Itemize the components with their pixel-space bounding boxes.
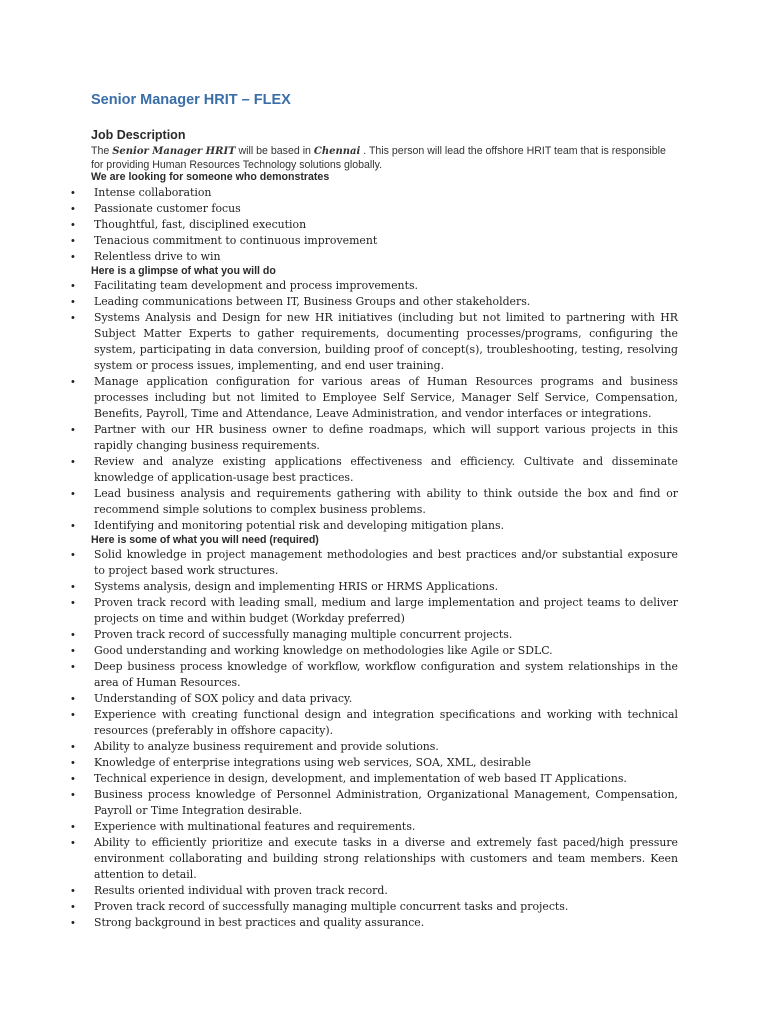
list-item bbox=[0, 201, 678, 217]
bullet-icon: • bbox=[71, 296, 75, 308]
page-title: Senior Manager HRIT – FLEX bbox=[91, 92, 291, 108]
list-item-text: Proven track record with leading small, medium and large implementation and project teams to deliver projects on time and within budget (Workday preferred) bbox=[94, 596, 678, 625]
list-item bbox=[0, 915, 678, 931]
list-item bbox=[0, 819, 678, 835]
list-item-text: Ability to efficiently prioritize and execute tasks in a diverse and extremely fast paced/high pressure environment collaborating and building strong relationships with customers and team members. Keen attention to detail. bbox=[94, 836, 678, 881]
list-item bbox=[0, 310, 678, 374]
intro-paragraph bbox=[91, 145, 681, 171]
bullet-icon: • bbox=[71, 661, 75, 673]
list-item-text: Lead business analysis and requirements gathering with ability to think outside the box and find or recommend simple solutions to complex business problems. bbox=[94, 487, 678, 516]
bullet-icon: • bbox=[71, 901, 75, 913]
list-item bbox=[0, 185, 678, 201]
list-item-text: Good understanding and working knowledge on methodologies like Agile or SDLC. bbox=[94, 644, 553, 657]
list-item bbox=[0, 374, 678, 422]
list-item-text: Facilitating team development and process improvements. bbox=[94, 279, 419, 292]
list-item bbox=[0, 249, 678, 265]
list-item-text: Results oriented individual with proven track record. bbox=[94, 884, 388, 897]
list-item bbox=[0, 518, 678, 534]
bullet-icon: • bbox=[71, 597, 75, 609]
bullet-icon: • bbox=[71, 773, 75, 785]
bullet-icon: • bbox=[71, 280, 75, 292]
section-label-will-need: Here is some of what you will need (required) bbox=[91, 534, 319, 546]
list-item-text: Relentless drive to win bbox=[94, 250, 221, 263]
list-item bbox=[0, 787, 678, 819]
list-item bbox=[0, 233, 678, 249]
list-item bbox=[0, 486, 678, 518]
bullet-icon: • bbox=[71, 456, 75, 468]
bullet-icon: • bbox=[71, 917, 75, 929]
list-item-text: Experience with multinational features and requirements. bbox=[94, 820, 416, 833]
list-item bbox=[0, 579, 678, 595]
list-item bbox=[0, 627, 678, 643]
list-item-text: Technical experience in design, development, and implementation of web based IT Applications. bbox=[94, 772, 627, 785]
list-item bbox=[0, 278, 678, 294]
bullet-icon: • bbox=[71, 235, 75, 247]
list-item-text: Experience with creating functional design and integration specifications and working with technical resources (preferably in offshore capacity). bbox=[94, 708, 678, 737]
bullet-icon: • bbox=[71, 488, 75, 500]
list-item-text: Intense collaboration bbox=[94, 186, 212, 199]
bullet-icon: • bbox=[71, 549, 75, 561]
will-do-list bbox=[0, 278, 678, 534]
bullet-icon: • bbox=[71, 219, 75, 231]
list-item-text: Systems analysis, design and implementing HRIS or HRMS Applications. bbox=[94, 580, 499, 593]
bullet-icon: • bbox=[71, 520, 75, 532]
intro-city: Chennai bbox=[313, 146, 361, 157]
list-item bbox=[0, 595, 678, 627]
section-label-demonstrates: We are looking for someone who demonstrates bbox=[91, 171, 330, 183]
list-item-text: Tenacious commitment to continuous improvement bbox=[94, 234, 378, 247]
intro-text: The bbox=[91, 145, 113, 157]
list-item bbox=[0, 755, 678, 771]
bullet-icon: • bbox=[71, 821, 75, 833]
bullet-icon: • bbox=[71, 741, 75, 753]
bullet-icon: • bbox=[71, 709, 75, 721]
will-need-list bbox=[0, 547, 678, 931]
list-item-text: Knowledge of enterprise integrations using web services, SOA, XML, desirable bbox=[94, 756, 531, 769]
job-description-heading: Job Description bbox=[91, 128, 186, 142]
list-item-text: Proven track record of successfully managing multiple concurrent tasks and projects. bbox=[94, 900, 569, 913]
list-item-text: Deep business process knowledge of workflow, workflow configuration and system relationships in the area of Human Resources. bbox=[94, 660, 678, 689]
bullet-icon: • bbox=[71, 312, 75, 324]
list-item bbox=[0, 707, 678, 739]
bullet-icon: • bbox=[71, 837, 75, 849]
list-item bbox=[0, 547, 678, 579]
list-item-text: Proven track record of successfully managing multiple concurrent projects. bbox=[94, 628, 513, 641]
list-item-text: Passionate customer focus bbox=[94, 202, 241, 215]
intro-text: . This person will lead the offshore HRIT team that is responsible for providing Human Resources Technology solutions globally. bbox=[91, 145, 666, 171]
demonstrates-list bbox=[0, 185, 678, 265]
intro-text: will be based in bbox=[235, 145, 314, 157]
list-item bbox=[0, 899, 678, 915]
list-item-text: Solid knowledge in project management methodologies and best practices and/or substantial exposure to project based work structures. bbox=[94, 548, 678, 577]
list-item-text: Review and analyze existing applications effectiveness and efficiency. Cultivate and disseminate knowledge of application-usage best practices. bbox=[94, 455, 678, 484]
list-item-text: Leading communications between IT, Business Groups and other stakeholders. bbox=[94, 295, 531, 308]
list-item-text: Strong background in best practices and quality assurance. bbox=[94, 916, 425, 929]
intro-role: Senior Manager HRIT bbox=[112, 146, 236, 157]
list-item-text: Understanding of SOX policy and data privacy. bbox=[94, 692, 353, 705]
list-item-text: Business process knowledge of Personnel Administration, Organizational Management, Compensation, Payroll or Time Integration desirable. bbox=[94, 788, 678, 817]
list-item bbox=[0, 739, 678, 755]
list-item bbox=[0, 294, 678, 310]
bullet-icon: • bbox=[71, 187, 75, 199]
list-item bbox=[0, 643, 678, 659]
bullet-icon: • bbox=[71, 376, 75, 388]
list-item-text: Manage application configuration for various areas of Human Resources programs and business processes including but not limited to Employee Self Service, Manager Self Service, Compensation, Benefits, Payroll, Time and Attendance, Leave Administration, and vendor interfaces or integrations. bbox=[94, 375, 678, 420]
bullet-icon: • bbox=[71, 203, 75, 215]
list-item bbox=[0, 883, 678, 899]
list-item bbox=[0, 835, 678, 883]
list-item-text: Ability to analyze business requirement and provide solutions. bbox=[94, 740, 439, 753]
bullet-icon: • bbox=[71, 757, 75, 769]
list-item bbox=[0, 691, 678, 707]
list-item-text: Thoughtful, fast, disciplined execution bbox=[94, 218, 307, 231]
bullet-icon: • bbox=[71, 885, 75, 897]
list-item bbox=[0, 771, 678, 787]
section-label-will-do: Here is a glimpse of what you will do bbox=[91, 265, 276, 277]
list-item bbox=[0, 422, 678, 454]
list-item-text: Systems Analysis and Design for new HR initiatives (including but not limited to partnering with HR Subject Matter Experts to gather requirements, documenting processes/programs, configuring the system, participating in data conversion, building proof of concept(s), troubleshooting, testing, resolving system or process issues, implementing, and end user training. bbox=[94, 311, 678, 372]
bullet-icon: • bbox=[71, 645, 75, 657]
bullet-icon: • bbox=[71, 629, 75, 641]
bullet-icon: • bbox=[71, 581, 75, 593]
list-item bbox=[0, 454, 678, 486]
bullet-icon: • bbox=[71, 693, 75, 705]
list-item bbox=[0, 217, 678, 233]
bullet-icon: • bbox=[71, 251, 75, 263]
bullet-icon: • bbox=[71, 424, 75, 436]
list-item bbox=[0, 659, 678, 691]
list-item-text: Identifying and monitoring potential risk and developing mitigation plans. bbox=[94, 519, 505, 532]
list-item-text: Partner with our HR business owner to define roadmaps, which will support various projects in this rapidly changing business requirements. bbox=[94, 423, 678, 452]
bullet-icon: • bbox=[71, 789, 75, 801]
